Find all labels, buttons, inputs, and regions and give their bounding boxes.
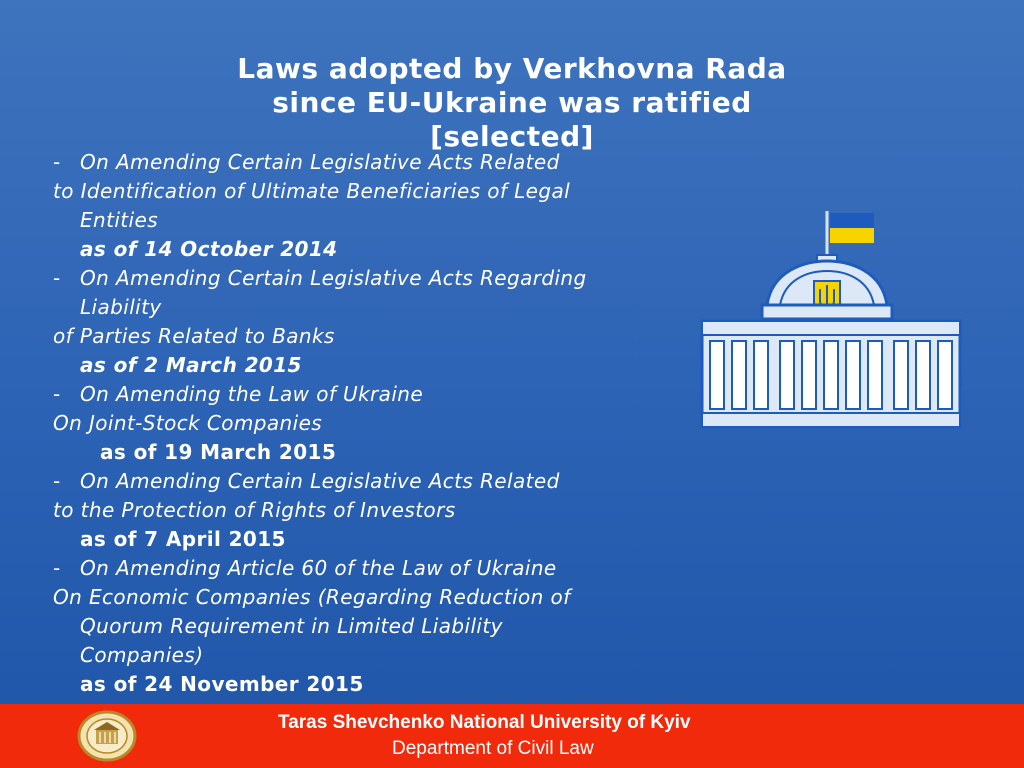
slide-title xyxy=(0,52,1024,154)
law-3-line-1 xyxy=(53,380,683,409)
law-5-line-4: Companies) xyxy=(80,643,204,667)
law-3-date: as of 19 March 2015 xyxy=(100,440,337,464)
list-dash: - xyxy=(53,556,61,580)
laws-list xyxy=(53,148,683,699)
law-2-date: as of 2 March 2015 xyxy=(80,353,302,377)
law-4-line-2: to the Protection of Rights of Investors xyxy=(53,498,456,522)
list-dash: - xyxy=(53,266,61,290)
law-1-line-1 xyxy=(53,148,683,177)
flag-blue-stripe xyxy=(830,213,874,228)
law-1-title: On Amending Certain Legislative Acts Related xyxy=(80,150,560,174)
law-5-title: On Amending Article 60 of the Law of Ukraine xyxy=(80,556,557,580)
list-dash: - xyxy=(53,469,61,493)
list-dash: - xyxy=(53,150,61,174)
law-5-line-2: On Economic Companies (Regarding Reduction of xyxy=(53,585,571,609)
title-line-1: Laws adopted by Verkhovna Rada xyxy=(237,52,787,85)
title-line-2: since EU-Ukraine was ratified xyxy=(272,86,752,119)
law-5-line-3: Quorum Requirement in Limited Liability xyxy=(80,614,503,638)
law-4-title: On Amending Certain Legislative Acts Related xyxy=(80,469,560,493)
law-5-line-1 xyxy=(53,554,683,583)
law-4-date: as of 7 April 2015 xyxy=(80,527,286,551)
law-4-line-1 xyxy=(53,467,683,496)
law-3-line-2: On Joint-Stock Companies xyxy=(53,411,323,435)
university-name: Taras Shevchenko National University of Kyiv xyxy=(278,712,691,733)
university-seal-icon xyxy=(76,710,138,762)
flag-yellow-stripe xyxy=(830,228,874,243)
law-1-date: as of 14 October 2014 xyxy=(80,237,338,261)
title-line-3: [selected] xyxy=(430,120,594,153)
department-name: Department of Civil Law xyxy=(392,738,594,759)
law-5-date: as of 24 November 2015 xyxy=(80,672,364,696)
parliament-building-icon xyxy=(700,205,962,431)
law-3-title: On Amending the Law of Ukraine xyxy=(80,382,424,406)
law-1-line-3: Entities xyxy=(80,208,159,232)
law-2-title: On Amending Certain Legislative Acts Regarding xyxy=(80,266,587,290)
law-2-line-3: of Parties Related to Banks xyxy=(53,324,335,348)
law-2-line-2: Liability xyxy=(80,295,162,319)
list-dash: - xyxy=(53,382,61,406)
law-2-line-1 xyxy=(53,264,683,293)
law-1-line-2: to Identification of Ultimate Beneficiaries of Legal xyxy=(53,179,571,203)
